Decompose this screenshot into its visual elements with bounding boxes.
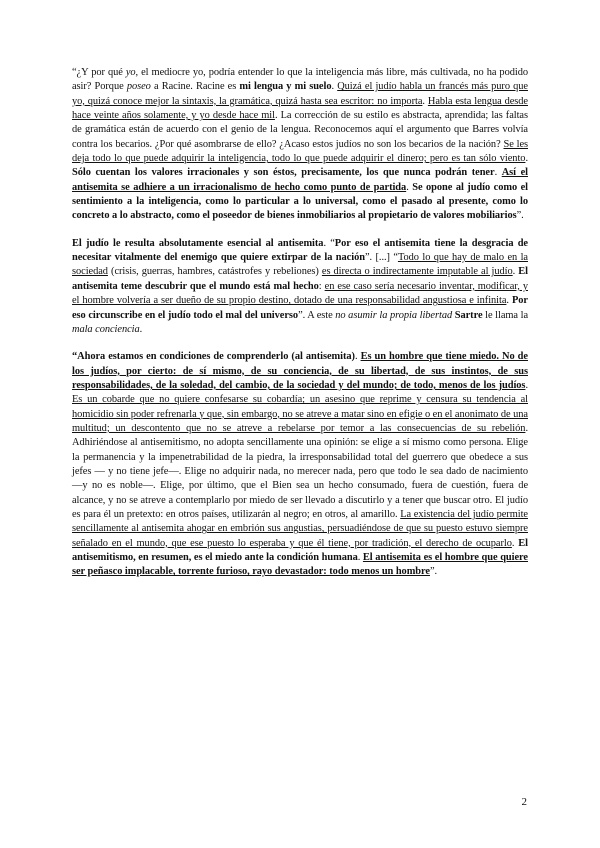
text-run: .: [357, 552, 363, 563]
text-run: poseo: [126, 81, 151, 93]
text-run: a Racine. Racine es: [150, 81, 240, 93]
text-run: en ese caso sería necesario inventar, modificar, y el hombre volvería a ser dueño de su propio destino, dotado de una responsabilidad angustiosa e infinita: [72, 280, 528, 307]
text-run: .: [494, 167, 502, 179]
paragraph-racine: [72, 66, 528, 224]
text-run: mi lengua y mi suelo: [239, 81, 332, 93]
text-run: .: [511, 537, 519, 549]
text-run: . “: [323, 237, 335, 249]
text-run: “¿Y por qué: [72, 67, 126, 78]
text-run: ”.: [516, 210, 524, 222]
text-run: .: [331, 81, 338, 93]
text-run: :: [318, 280, 325, 292]
text-run: le llama la: [482, 309, 529, 321]
text-run: . Adhiriéndose al antisemitismo, no adopta sencillamente una opinión: se elige a sí mismo como persona. Elige la permanencia y la impenetrabilidad de la piedra, la irresponsabilidad total del guerrero que obedece a sus jefes — y no tiene jefe—. Elige no adquirir nada, no merecer nada, pero que todo le sea dado de nacimiento —y no es noble—. Elige, por último, que el Bien sea un hecho consumado, fuera de cuestión, fuera de alcance, y no se atreve a contemplarlo por miedo de ser llevado a discutirlo y a tener que buscar otro. El judío es para él un pretexto: en otros países, utilizarán al negro; en otros, al amarillo.: [72, 422, 528, 520]
text-run: . La corrección de su estilo es abstracta, aprendida; las faltas de gramática están de acuerdo con el genio de la lengua. Reconocemos aquí el argumento que Barres volvía contra los becarios. ¿Por qué asombrarse de ello? ¿Acaso estos judíos no son los becarios de la nación?: [72, 110, 528, 150]
paragraph-judio-esencial: [72, 237, 528, 337]
text-run: El antisemita teme descubrir que el mundo está mal hecho: [72, 266, 528, 292]
text-run: ”. [...] “: [364, 252, 398, 264]
text-run: Por eso el antisemita tiene la desgracia de necesitar vitalmente del enemigo que quiere extirpar de la nación: [72, 237, 528, 264]
text-run: Es un cobarde que no quiere confesarse su cobardía; un asesino que reprime y censura su tendencia al homicidio sin poder refrenarla y que, sin embargo, no se atreve a matar sino en efigie o en el anonimato de una multitud; un descontento que no se atreve a rebelarse por temor a las consecuencias de su rebelión: [72, 394, 528, 434]
text-run: .: [354, 351, 361, 363]
text-run: .: [512, 266, 519, 278]
text-run: Se opone al judío como el sentimiento a la inteligencia, como lo particular a lo universal, como el pasado al presente, como lo concreto a lo abstracto, como el poseedor de bienes inmobiliarios al propietario de valores mobiliarios: [72, 181, 528, 222]
text-run: El antisemita es el hombre que quiere ser peñasco implacable, torrente furioso, rayo devastador: todo menos un hombre: [72, 552, 528, 578]
text-run: (crisis, guerras, hambres, catástrofes y rebeliones): [107, 266, 322, 278]
text-run: Sartre: [454, 309, 483, 321]
text-run: , el mediocre yo, podría entender lo que la inteligencia más libre, más cultivada, no ha podido asir? Porque: [72, 67, 528, 93]
text-run: Todo lo que hay de malo en la sociedad: [72, 252, 528, 278]
text-run: .: [406, 181, 413, 193]
text-run: mala conciencia: [72, 323, 140, 335]
text-run: no asumir la propia libertad: [335, 309, 453, 321]
text-run: El antisemitismo, en resumen, es el miedo ante la condición humana: [72, 537, 528, 563]
text-run: Sólo cuentan los valores irracionales y son éstos, precisamente, los que nunca podrán tener: [72, 167, 495, 179]
text-run: .: [422, 95, 428, 107]
text-run: .: [139, 323, 143, 335]
document-body: [72, 66, 528, 593]
text-run: Quizá el judío habla un francés más puro que yo, quizá conoce mejor la sintaxis, la gramática, quizá hasta sea escritor: no importa: [72, 81, 528, 107]
text-run: es directa o indirectamente imputable al judío: [321, 266, 513, 278]
text-run: La existencia del judío permite sencillamente al antisemita ahogar en embrión sus angustias, persuadiéndose de que su puesto estuvo siempre señalado en el mundo, que ese puesto lo esperaba y que él tiene, por tradición, el derecho de ocuparlo: [72, 508, 528, 549]
paragraph-antisemita-miedo: [72, 350, 528, 580]
page-number: 2: [521, 796, 527, 808]
text-run: ”. A este: [298, 309, 336, 321]
text-run: Habla esta lengua desde hace veinte años solamente, y yo desde hace mil: [72, 95, 528, 122]
text-run: .: [525, 153, 528, 165]
text-run: .: [506, 295, 512, 307]
text-run: Es un hombre que tiene miedo. No de los judíos, por cierto: de sí mismo, de su conciencia, de su libertad, de sus instintos, de sus responsabilidades, de la soledad, del cambio, de la sociedad y del mundo; de todo, menos de los judíos: [72, 351, 528, 391]
text-run: Por eso circunscribe en el judío todo el mal del universo: [72, 295, 528, 321]
text-run: Se les deja todo lo que puede adquirir la inteligencia, todo lo que puede adquirir el dinero; pero es tan sólo viento: [72, 138, 529, 165]
text-run: Así el antisemita se adhiere a un irracionalismo de hecho como punto de partida: [72, 167, 528, 193]
text-run: El judío le resulta absolutamente esencial al antisemita: [72, 237, 324, 249]
text-run: .: [525, 379, 528, 391]
text-run: “Ahora estamos en condiciones de comprenderlo (al antisemita): [72, 351, 355, 363]
text-run: yo: [125, 67, 136, 78]
text-run: ”.: [429, 566, 438, 578]
